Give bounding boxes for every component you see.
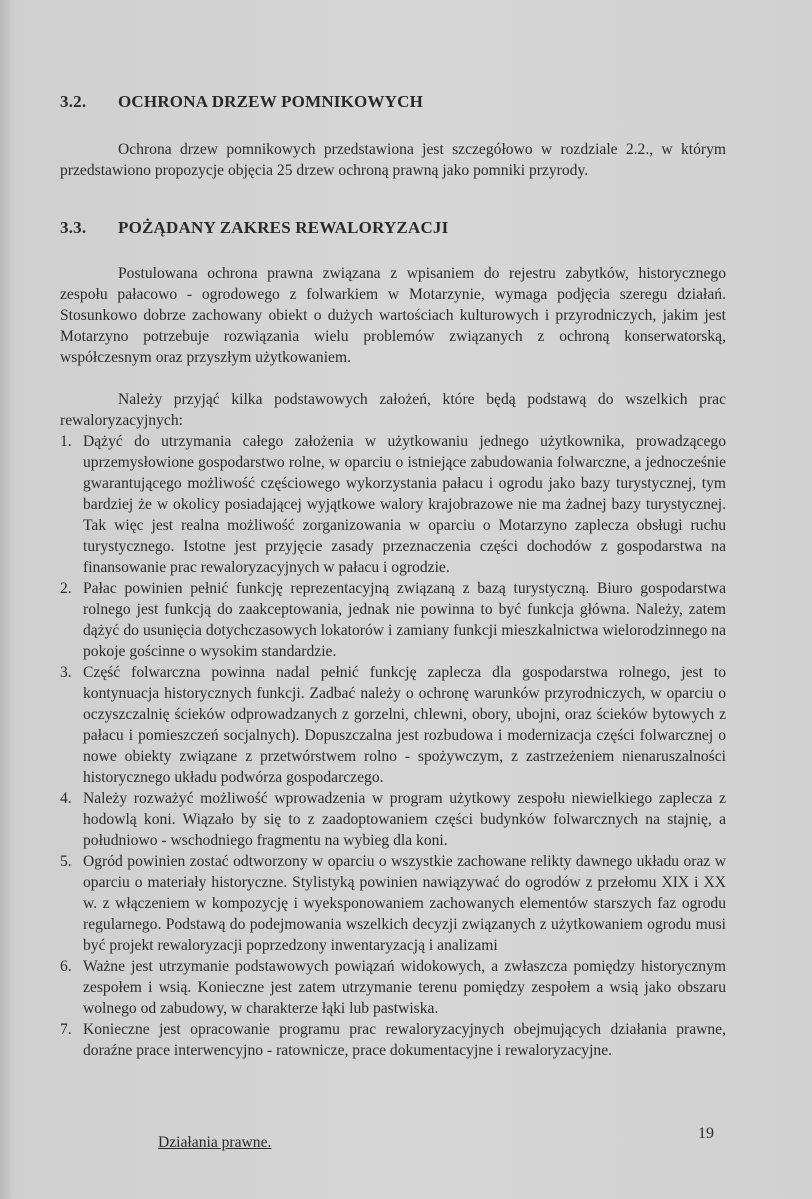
paragraph: Postulowana ochrona prawna związana z wpisaniem do rejestru zabytków, historycznego zespołu pałacowo - ogrodowego z folwarkiem w Motarzynie, wymaga podjęcia szeregu działań. Stosunkowo dobrze zachowany obiekt o dużych wartościach kulturowych i przyrodniczych, jakim jest Motarzyno potrzebuje rozwiązania wielu problemów związanych z ochroną konserwatorską, współczesnym oraz przyszłym użytkowaniem. (60, 265, 726, 366)
list-item (60, 851, 726, 956)
list-item-text: Ważne jest utrzymanie podstawowych powiązań widokowych, a zwłaszcza pomiędzy historycznym zespołem i wsią. Konieczne jest zatem utrzymanie terenu pomiędzy zespołem a wsią jako obszaru wolnego od zabudowy, w charakterze łąki lub pastwiska. (83, 958, 726, 1017)
list-item-text: Ogród powinien zostać odtworzony w oparciu o wszystkie zachowane relikty dawnego układu oraz w oparciu o materiały historyczne. Stylistyką powinien nawiązywać do ogrodów z przełomu XIX i XX w. z włączeniem w kompozycję i wyeksponowaniem zachowanych elementów starszych faz ogrodu regularnego. Podstawą do podejmowania wszelkich decyzji związanych z użytkowaniem ogrodu musi być projekt rewaloryzacji poprzedzony inwentaryzacją i analizami (83, 853, 726, 954)
list-item-number: 7. (60, 1021, 72, 1038)
paragraph: Ochrona drzew pomnikowych przedstawiona jest szczegółowo w rozdziale 2.2., w którym przedstawiono propozycje objęcia 25 drzew ochroną prawną jako pomniki przyrody. (60, 141, 726, 179)
list-item (60, 431, 726, 578)
list-item (60, 788, 726, 851)
section-heading-3-2 (60, 92, 423, 112)
section-number: 3.2. (60, 92, 87, 111)
list-item-text: Konieczne jest opracowanie programu prac rewaloryzacyjnych obejmujących działania prawne, doraźne prace interwencyjno - ratownicze, prace dokumentacyjne i rewaloryzacyjne. (83, 1021, 726, 1059)
list-item (60, 956, 726, 1019)
list-item-number: 2. (60, 580, 72, 597)
page-number: 19 (698, 1125, 714, 1142)
list-item-number: 6. (60, 958, 72, 975)
list-item (60, 578, 726, 662)
section-number: 3.3. (60, 218, 87, 237)
list-item (60, 662, 726, 788)
list-item-number: 5. (60, 853, 72, 870)
list-item-text: Pałac powinien pełnić funkcję reprezentacyjną związaną z bazą turystyczną. Biuro gospodarstwa rolnego jest funkcją do zaakceptowania, jednak nie powinna to być funkcja główna. Należy, zatem dążyć do usunięcia dotychczasowych lokatorów i zamiany funkcji mieszkalnictwa wielorodzinnego na pokoje gościnne o wysokim standardzie. (83, 580, 726, 660)
list-item-text: Część folwarczna powinna nadal pełnić funkcję zaplecza dla gospodarstwa rolnego, jest to kontynuacja historycznych funkcji. Zadbać należy o ochronę warunków przyrodniczych, w oparciu o oczyszczalnię ścieków odprowadzanych z gorzelni, chlewni, obory, ubojni, oraz ścieków bytowych z pałacu i pomieszczeń socjalnych). Dopuszczalna jest rozbudowa i modernizacja części folwarcznej o nowe obiekty związane z przetwórstwem rolno - spożywczym, z zastrzeżeniem nienaruszalności historycznego układu podwórza gospodarczego. (83, 664, 726, 786)
list-item-text: Dążyć do utrzymania całego założenia w użytkowaniu jednego użytkownika, prowadzącego uprzemysłowione gospodarstwo rolne, w oparciu o istniejące zabudowania folwarczne, a jednocześnie gwarantującego możliwość częściowego wykorzystania pałacu i ogrodu jako bazy turystycznej, tym bardziej że w okolicy posiadającej wyjątkowe walory krajobrazowe nie ma żadnej bazy turystycznej. Tak więc jest realna możliwość zorganizowania w oparciu o Motarzyno zaplecza obsługi ruchu turystycznego. Istotne jest przyjęcie zasady przeznaczenia części dochodów z gospodarstwa na finansowanie prac rewaloryzacyjnych w pałacu i ogrodzie. (83, 433, 726, 576)
section-title: POŻĄDANY ZAKRES REWALORYZACJI (118, 218, 449, 237)
section-heading-3-3 (60, 218, 448, 238)
list-item-text: Należy rozważyć możliwość wprowadzenia w program użytkowy zespołu niewielkiego zaplecza z hodowlą koni. Wiązało by się to z zaadoptowaniem części budynków folwarcznych na stajnię, a południowo - wschodniego fragmentu na wybieg dla koni. (83, 790, 726, 849)
paragraph: Należy przyjąć kilka podstawowych założeń, które będą podstawą do wszelkich prac rewaloryzacyjnych: (60, 391, 726, 429)
list-item-number: 3. (60, 664, 72, 681)
page-edge-shadow (0, 0, 14, 1199)
subheading-legal-actions: Działania prawne. (158, 1134, 272, 1151)
list-item-number: 1. (60, 433, 72, 450)
section-title: OCHRONA DRZEW POMNIKOWYCH (118, 92, 424, 111)
requirements-list (60, 431, 726, 1061)
list-item-number: 4. (60, 790, 72, 807)
list-item (60, 1019, 726, 1061)
